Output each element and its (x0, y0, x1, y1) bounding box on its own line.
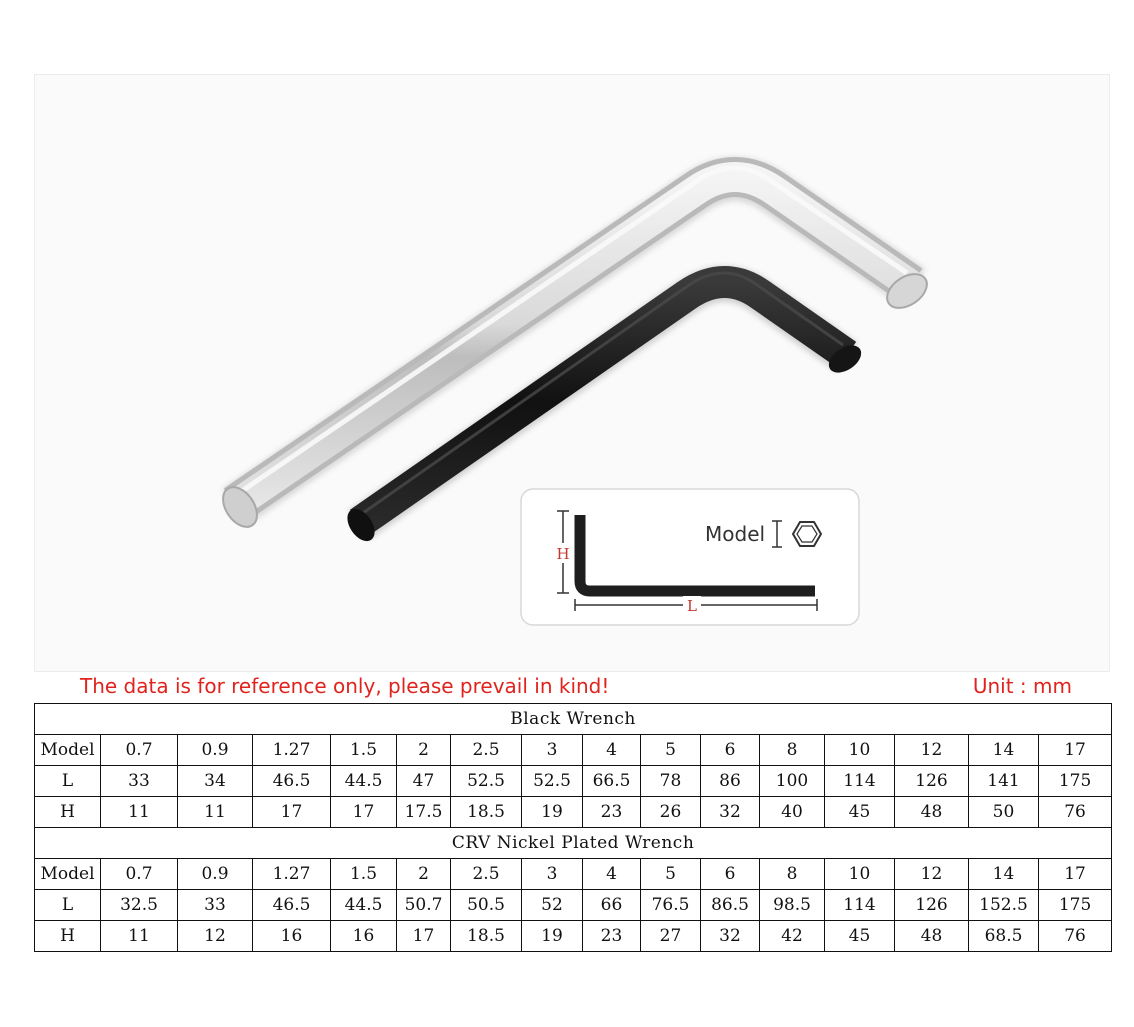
table-cell: 0.7 (101, 859, 178, 890)
table-cell: 76 (1039, 797, 1112, 828)
table-cell: 16 (253, 921, 331, 952)
table-title-row (35, 828, 1112, 859)
table-cell: 45 (825, 921, 895, 952)
spec-table (34, 703, 1112, 952)
h-label: H (556, 545, 570, 563)
table-cell: 40 (760, 797, 825, 828)
row-label: Model (35, 859, 101, 890)
row-label: L (35, 766, 101, 797)
table-cell: 27 (641, 921, 701, 952)
table-cell: 50 (969, 797, 1039, 828)
table-cell: 2 (397, 859, 451, 890)
table-cell: 48 (895, 797, 969, 828)
table-cell: 76.5 (641, 890, 701, 921)
table-cell: 12 (895, 859, 969, 890)
table-cell: 6 (701, 859, 760, 890)
reference-note-bar (34, 672, 1110, 702)
table-cell: 44.5 (331, 890, 397, 921)
table-cell: 6 (701, 735, 760, 766)
table-cell: 76 (1039, 921, 1112, 952)
product-photo (34, 74, 1110, 672)
table-cell: 175 (1039, 890, 1112, 921)
table-cell: 44.5 (331, 766, 397, 797)
table-cell: 12 (895, 735, 969, 766)
table-cell: 11 (101, 921, 178, 952)
table-cell: 12 (178, 921, 253, 952)
table-cell: 50.5 (451, 890, 522, 921)
table-cell: 18.5 (451, 921, 522, 952)
table-cell: 8 (760, 735, 825, 766)
table-cell: 0.7 (101, 735, 178, 766)
table-cell: 45 (825, 797, 895, 828)
table-cell: 1.5 (331, 735, 397, 766)
table-cell: 0.9 (178, 735, 253, 766)
table-cell: 4 (583, 859, 641, 890)
table-cell: 78 (641, 766, 701, 797)
table-cell: 32 (701, 797, 760, 828)
row-label: H (35, 797, 101, 828)
table-cell: 48 (895, 921, 969, 952)
table-cell: 0.9 (178, 859, 253, 890)
table-cell: 47 (397, 766, 451, 797)
dimension-diagram (521, 489, 859, 625)
table-title-black-wrench: Black Wrench (35, 704, 1112, 735)
table-cell: 141 (969, 766, 1039, 797)
unit-note: Unit : mm (972, 674, 1072, 698)
table-cell: 114 (825, 890, 895, 921)
table-cell: 17 (331, 797, 397, 828)
table-row-l (35, 766, 1112, 797)
table-cell: 8 (760, 859, 825, 890)
table-cell: 17 (397, 921, 451, 952)
table-row-h (35, 921, 1112, 952)
table-cell: 34 (178, 766, 253, 797)
table-cell: 10 (825, 859, 895, 890)
table-cell: 114 (825, 766, 895, 797)
table-cell: 66.5 (583, 766, 641, 797)
table-cell: 18.5 (451, 797, 522, 828)
table-title-row (35, 704, 1112, 735)
table-cell: 2.5 (451, 859, 522, 890)
table-cell: 32 (701, 921, 760, 952)
table-cell: 14 (969, 859, 1039, 890)
row-label: Model (35, 735, 101, 766)
table-cell: 19 (522, 921, 583, 952)
table-cell: 17 (253, 797, 331, 828)
table-cell: 46.5 (253, 890, 331, 921)
table-cell: 10 (825, 735, 895, 766)
table-cell: 5 (641, 859, 701, 890)
table-cell: 126 (895, 766, 969, 797)
table-cell: 26 (641, 797, 701, 828)
table-title-crv-wrench: CRV Nickel Plated Wrench (35, 828, 1112, 859)
row-label: L (35, 890, 101, 921)
table-cell: 16 (331, 921, 397, 952)
table-cell: 19 (522, 797, 583, 828)
table-cell: 86.5 (701, 890, 760, 921)
table-cell: 52.5 (522, 766, 583, 797)
table-cell: 68.5 (969, 921, 1039, 952)
table-cell: 14 (969, 735, 1039, 766)
l-label: L (687, 597, 697, 615)
wrench-illustration (35, 75, 1111, 673)
table-cell: 3 (522, 735, 583, 766)
table-cell: 86 (701, 766, 760, 797)
table-cell: 33 (101, 766, 178, 797)
table-row-model (35, 735, 1112, 766)
table-cell: 98.5 (760, 890, 825, 921)
table-cell: 66 (583, 890, 641, 921)
table-cell: 5 (641, 735, 701, 766)
model-label: Model (705, 522, 766, 546)
table-cell: 23 (583, 797, 641, 828)
table-cell: 46.5 (253, 766, 331, 797)
table-cell: 152.5 (969, 890, 1039, 921)
table-cell: 126 (895, 890, 969, 921)
table-cell: 2 (397, 735, 451, 766)
row-label: H (35, 921, 101, 952)
table-cell: 2.5 (451, 735, 522, 766)
table-cell: 17 (1039, 859, 1112, 890)
table-cell: 100 (760, 766, 825, 797)
table-row-l (35, 890, 1112, 921)
table-cell: 32.5 (101, 890, 178, 921)
table-cell: 52.5 (451, 766, 522, 797)
table-cell: 4 (583, 735, 641, 766)
table-cell: 1.5 (331, 859, 397, 890)
table-cell: 11 (101, 797, 178, 828)
table-cell: 42 (760, 921, 825, 952)
table-row-h (35, 797, 1112, 828)
table-cell: 175 (1039, 766, 1112, 797)
table-cell: 3 (522, 859, 583, 890)
table-cell: 33 (178, 890, 253, 921)
table-cell: 50.7 (397, 890, 451, 921)
table-cell: 17.5 (397, 797, 451, 828)
table-cell: 1.27 (253, 859, 331, 890)
table-row-model (35, 859, 1112, 890)
reference-note: The data is for reference only, please prevail in kind! (80, 674, 610, 698)
table-cell: 17 (1039, 735, 1112, 766)
table-cell: 52 (522, 890, 583, 921)
table-cell: 11 (178, 797, 253, 828)
table-cell: 1.27 (253, 735, 331, 766)
table-cell: 23 (583, 921, 641, 952)
